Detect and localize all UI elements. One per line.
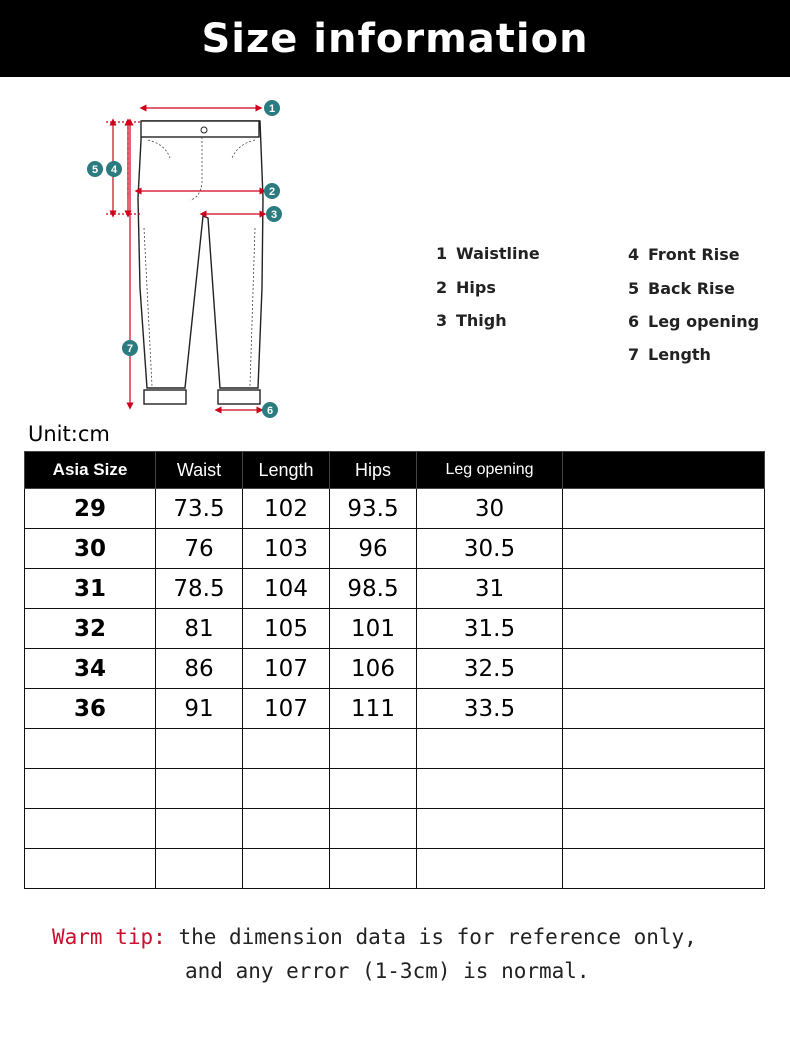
column-header: Leg opening: [417, 452, 563, 489]
table-cell: [330, 729, 417, 769]
table-cell: 30.5: [417, 529, 563, 569]
table-cell: [417, 729, 563, 769]
table-cell: 78.5: [156, 569, 243, 609]
table-cell: 106: [330, 649, 417, 689]
table-cell: 31.5: [417, 609, 563, 649]
pants-measurement-diagram: [70, 88, 300, 428]
table-cell: [417, 849, 563, 889]
unit-label: Unit:cm: [28, 422, 110, 446]
table-cell: 102: [243, 489, 330, 529]
marker-5-icon: [87, 161, 103, 177]
size-cell: [25, 729, 156, 769]
table-cell: [156, 849, 243, 889]
table-row: [25, 689, 765, 729]
size-cell: 36: [25, 689, 156, 729]
table-row: [25, 809, 765, 849]
size-cell: [25, 809, 156, 849]
pants-outline: [138, 121, 263, 404]
table-cell: [563, 769, 765, 809]
table-row: [25, 489, 765, 529]
svg-text:2: 2: [268, 186, 276, 198]
marker-6-icon: [262, 402, 278, 418]
legend-item-leg-opening: [628, 312, 759, 331]
column-header: Waist: [156, 452, 243, 489]
table-cell: 33.5: [417, 689, 563, 729]
svg-text:1: 1: [268, 103, 276, 115]
legend-item-front-rise: [628, 245, 740, 264]
column-header: Length: [243, 452, 330, 489]
table-row: [25, 529, 765, 569]
table-cell: [243, 849, 330, 889]
table-cell: [156, 809, 243, 849]
table-row: [25, 729, 765, 769]
table-cell: 98.5: [330, 569, 417, 609]
page-title: Size information: [0, 0, 790, 77]
legend-label: Waistline: [456, 244, 540, 263]
legend-num: 3: [436, 311, 448, 330]
marker-4-icon: [106, 161, 122, 177]
legend-num: 6: [628, 312, 640, 331]
legend-num: 2: [436, 278, 448, 297]
svg-text:6: 6: [266, 405, 274, 417]
table-cell: [330, 809, 417, 849]
table-cell: [563, 849, 765, 889]
table-header-row: [25, 452, 765, 489]
table-cell: 111: [330, 689, 417, 729]
legend-num: 1: [436, 244, 448, 263]
table-cell: 107: [243, 649, 330, 689]
marker-3-icon: [266, 206, 282, 222]
table-row: [25, 609, 765, 649]
tip-line-1: [52, 920, 697, 954]
table-row: [25, 649, 765, 689]
column-header: Hips: [330, 452, 417, 489]
table-cell: 81: [156, 609, 243, 649]
svg-text:7: 7: [126, 343, 134, 355]
svg-text:3: 3: [270, 209, 278, 221]
legend-label: Length: [648, 345, 711, 364]
table-row: [25, 569, 765, 609]
table-cell: [330, 849, 417, 889]
size-cell: 32: [25, 609, 156, 649]
legend-item-back-rise: [628, 279, 735, 298]
column-header: Asia Size: [25, 452, 156, 489]
legend-item-waistline: [436, 244, 540, 263]
marker-2-icon: [264, 183, 280, 199]
tip-text: the dimension data is for reference only,: [178, 925, 697, 949]
legend-label: Back Rise: [648, 279, 735, 298]
table-cell: 91: [156, 689, 243, 729]
table-cell: [563, 569, 765, 609]
legend-item-thigh: [436, 311, 507, 330]
table-cell: [243, 769, 330, 809]
legend-label: Thigh: [456, 311, 507, 330]
legend-num: 4: [628, 245, 640, 264]
legend-label: Leg opening: [648, 312, 760, 331]
size-cell: 29: [25, 489, 156, 529]
svg-text:5: 5: [91, 164, 99, 176]
size-cell: 31: [25, 569, 156, 609]
table-cell: 30: [417, 489, 563, 529]
table-cell: 107: [243, 689, 330, 729]
legend-label: Hips: [456, 278, 496, 297]
table-cell: 32.5: [417, 649, 563, 689]
table-cell: [417, 769, 563, 809]
tip-line-2: and any error (1-3cm) is normal.: [185, 959, 590, 983]
table-cell: [330, 769, 417, 809]
svg-text:4: 4: [110, 164, 118, 176]
table-cell: [563, 809, 765, 849]
column-header: [563, 452, 765, 489]
size-cell: [25, 769, 156, 809]
legend-item-hips: [436, 278, 496, 297]
legend-label: Front Rise: [648, 245, 740, 264]
size-cell: 30: [25, 529, 156, 569]
table-cell: [243, 809, 330, 849]
size-cell: [25, 849, 156, 889]
table-cell: [563, 489, 765, 529]
table-cell: 31: [417, 569, 563, 609]
legend-item-length: [628, 345, 711, 364]
size-cell: 34: [25, 649, 156, 689]
table-cell: 73.5: [156, 489, 243, 529]
legend-num: 7: [628, 345, 640, 364]
table-row: [25, 769, 765, 809]
table-cell: [156, 729, 243, 769]
table-cell: 105: [243, 609, 330, 649]
table-cell: [156, 769, 243, 809]
table-cell: [563, 729, 765, 769]
size-table: [24, 451, 765, 889]
table-cell: 101: [330, 609, 417, 649]
table-cell: [563, 609, 765, 649]
table-cell: 76: [156, 529, 243, 569]
table-cell: [563, 529, 765, 569]
table-cell: 96: [330, 529, 417, 569]
marker-1-icon: [264, 100, 280, 116]
legend-num: 5: [628, 279, 640, 298]
table-cell: 93.5: [330, 489, 417, 529]
table-cell: 86: [156, 649, 243, 689]
table-cell: [243, 729, 330, 769]
tip-label: Warm tip:: [52, 925, 166, 949]
table-cell: [417, 809, 563, 849]
marker-7-icon: [122, 340, 138, 356]
table-row: [25, 849, 765, 889]
table-cell: [563, 689, 765, 729]
table-cell: 103: [243, 529, 330, 569]
table-cell: 104: [243, 569, 330, 609]
table-cell: [563, 649, 765, 689]
